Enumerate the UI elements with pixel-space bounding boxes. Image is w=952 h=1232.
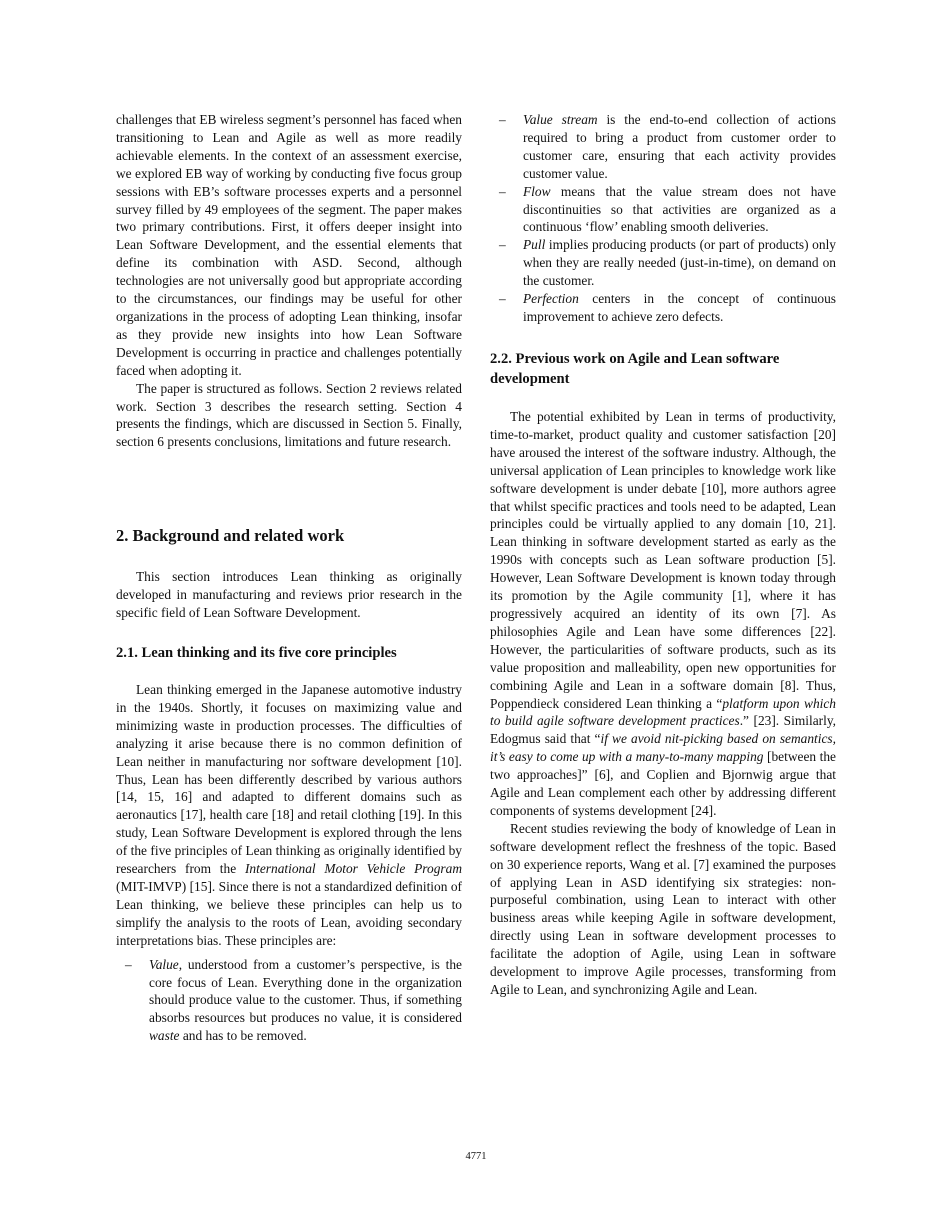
page-number: 4771	[465, 1151, 487, 1162]
italic-text: Flow	[523, 183, 551, 199]
dash-bullet-icon: –	[125, 956, 132, 972]
text-run: centers in the concept of continuous improvement to achieve zero defects.	[523, 291, 836, 324]
italic-text: platform upon which to build agile software development practices	[490, 695, 836, 729]
subsection-heading-lean-principles: 2.1. Lean thinking and its five core principles	[116, 645, 397, 661]
text-run: Lean thinking emerged in the Japanese automotive industry in the 1940s. Shortly, it focuses on maximizing value and minimizing waste in production processes. The difficulties of analyzing it arise because there is no common definition of Lean neither in manufacturing nor software development [10]. Thus, Lean has been differently described by various authors [14, 15, 16] and adapted to different domains such as aeronautics [17], health care [18] and retail clothing [19]. In this study, Lean Software Development is explored through the lens of the five principles of Lean thinking as originally identified by researchers from the	[116, 682, 462, 877]
italic-text: waste	[149, 1028, 180, 1044]
list-item	[490, 111, 836, 183]
text-run: challenges that EB wireless segment’s personnel has faced when transitioning to Lean and Agile as well as more readily achievable elements. In the context of an assessment exercise, we explored EB way of working by conducting five focus group sessions with EB’s software processes experts and a personnel survey filled by 49 employees of the segment. The paper makes two primary contributions. First, it offers deeper insight into Lean Software Development, and the essential elements that define its combination with ASD. Second, although technologies are not universally good but appropriate according to the circumstances, our findings may be useful for other organizations in the process of adopting Lean thinking, insofar as they provide new insights into how Lean Software Development is occurring in practice and challenges potentially faced when adopting it.	[116, 112, 462, 378]
list-item-text	[149, 957, 462, 1044]
list-item-text	[523, 184, 836, 235]
list-item-text	[523, 237, 836, 288]
paragraph-paper-structure	[116, 380, 462, 452]
text-run: This section introduces Lean thinking as originally developed in manufacturing and reviews prior research in the specific field of Lean Software Development.	[116, 569, 462, 620]
text-run: is the end-to-end collection of actions required to bring a product from customer order to customer care, ensuring that each activity provides customer value.	[523, 112, 836, 181]
text-run: (MIT-IMVP) [15]. Since there is not a standardized definition of Lean thinking, we believe these principles can help us to simplify the analysis to the roots of Lean, avoiding secondary interpretations bias. These principles are:	[116, 878, 462, 948]
text-run: [between the two approaches]” [6], and Coplien and Bjornwig argue that Agile and Lean complement each other by addressing different components of systems development [24].	[490, 749, 836, 818]
text-run: The potential exhibited by Lean in terms of productivity, time-to-market, product quality and customer satisfaction [20] have aroused the interest of the software industry. Although, the universal application of Lean principles to knowledge work like software development is under debate [10], more authors agree that whilst specific practices and tools need to be adapted, Lean principles could be virtually applied to any domain [10, 21]. Lean thinking in software development started as early as the 1990s with concepts such as Lean software production [5]. However, Lean Software Development is known today through its promotion by the Agile community [1], where it has progressively acquired an identity of its own [7]. As philosophies Agile and Lean have some differences [22]. However, the particularities of software products, such as its value proposition and malleability, open new opportunities for combining Agile and Lean in a software domain [8]. Thus, Poppendieck considered Lean thinking a “	[490, 409, 836, 711]
paragraph-lean-thinking	[116, 681, 462, 950]
list-item-text	[523, 291, 836, 324]
dash-bullet-icon: –	[499, 183, 506, 199]
subsection-heading-previous-work: 2.2. Previous work on Agile and Lean software development	[490, 351, 780, 387]
italic-text: Pull	[523, 237, 546, 253]
paragraph-section-intro	[116, 568, 462, 622]
principles-list-continued	[490, 111, 836, 326]
paragraph-intro-continued	[116, 111, 462, 380]
italic-text: Value stream	[523, 112, 598, 127]
list-item	[490, 183, 836, 237]
dash-bullet-icon: –	[499, 291, 506, 307]
italic-text: Value	[149, 956, 179, 972]
italic-text: International Motor Vehicle Program	[244, 861, 462, 877]
text-run: .” [23]. Similarly, Edogmus said that “	[490, 713, 836, 747]
principles-list	[116, 956, 462, 1046]
dash-bullet-icon: –	[499, 112, 506, 127]
text-run: , understood from a customer’s perspective, is the core focus of Lean. Everything done in the organization should produce value to the customer. Thus, if something absorbs resources but produces no value, it is considered	[149, 956, 462, 1026]
dash-bullet-icon: –	[499, 237, 506, 253]
section-heading-background: 2. Background and related work	[116, 526, 345, 545]
paragraph-recent-studies	[490, 820, 836, 999]
list-item	[116, 956, 462, 1046]
text-run: The paper is structured as follows. Section 2 reviews related work. Section 3 describes the research setting. Section 4 presents the findings, which are discussed in Section 5. Finally, section 6 presents conclusions, limitations and future research.	[116, 380, 462, 450]
italic-text: Perfection	[523, 291, 579, 307]
italic-text: if we avoid nit-picking based on semantics, it’s easy to come up with a many-to-many mapping	[490, 731, 836, 765]
list-item	[490, 236, 836, 290]
paragraph-lean-potential	[490, 408, 836, 820]
list-item	[490, 290, 836, 326]
list-item-text	[523, 112, 836, 181]
text-run: implies producing products (or part of products) only when they are really needed (just-in-time), on demand on the customer.	[523, 237, 836, 289]
text-run: and has to be removed.	[179, 1028, 307, 1044]
text-run: Recent studies reviewing the body of knowledge of Lean in software development reflect the freshness of the topic. Based on 30 experience reports, Wang et al. [7] examined the purposes of applying Lean in ASD identifying six strategies: non-purposeful combination, using Lean to interact with other business areas while keeping Agile in software development, directly using Lean in software development processes to facilitate the adoption of Agile, using Lean in software development to improve Agile processes, transforming from Agile to Lean, and synchronizing Agile and Lean.	[490, 820, 836, 997]
text-run: means that the value stream does not have discontinuities so that activities are organized as a continuous ‘flow’ enabling smooth deliveries.	[523, 183, 836, 235]
